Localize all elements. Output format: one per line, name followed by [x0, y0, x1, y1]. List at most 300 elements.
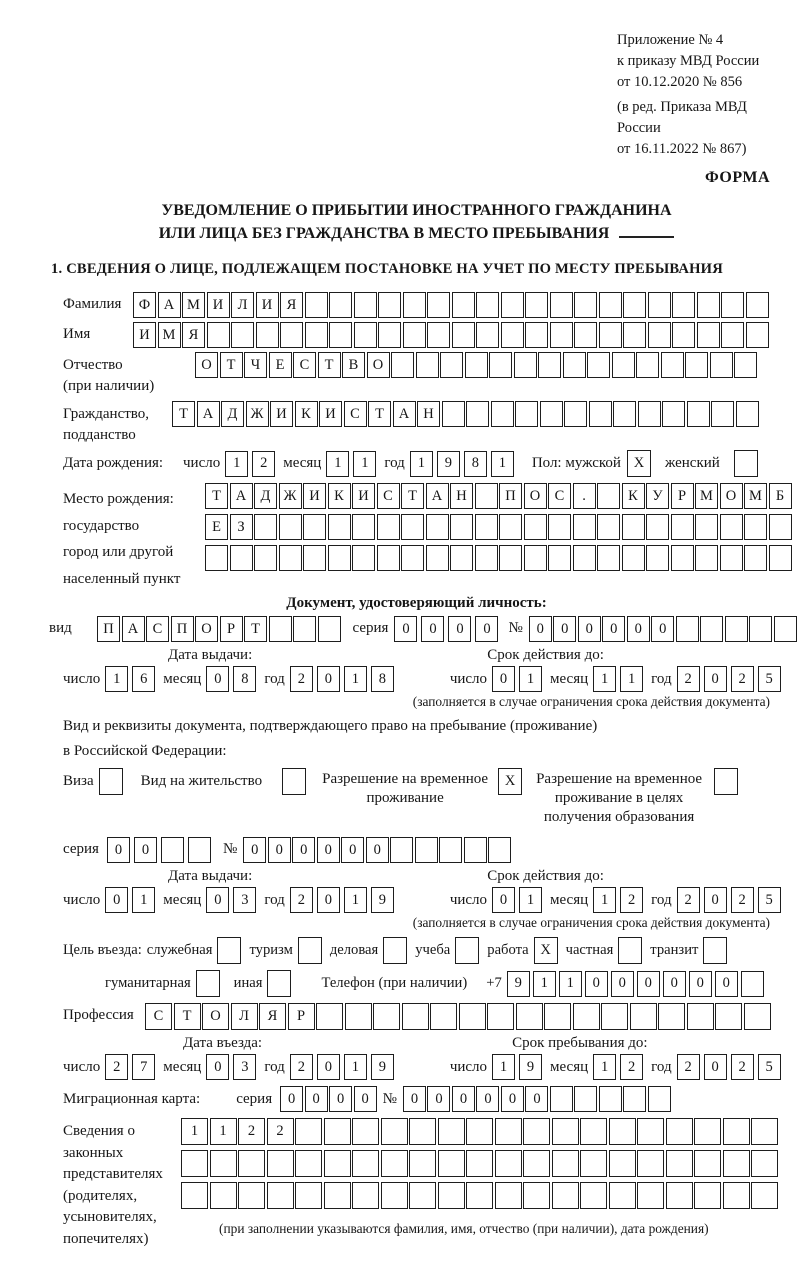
char-cell[interactable]	[720, 545, 743, 571]
char-cell[interactable]: 0	[689, 971, 712, 997]
char-cell[interactable]	[714, 768, 738, 795]
char-cell[interactable]	[648, 1086, 671, 1112]
char-cell[interactable]: М	[744, 483, 767, 509]
char-cell[interactable]	[623, 292, 646, 318]
char-cell[interactable]	[303, 545, 326, 571]
char-cell[interactable]	[751, 1150, 778, 1177]
char-cell[interactable]	[613, 401, 636, 427]
char-cell[interactable]	[524, 545, 547, 571]
char-cell[interactable]: 5	[758, 666, 781, 692]
char-cell[interactable]: 0	[421, 616, 444, 642]
char-cell[interactable]	[523, 1182, 550, 1209]
char-cell[interactable]	[377, 514, 400, 540]
char-cell[interactable]	[648, 322, 671, 348]
char-cell[interactable]	[694, 1150, 721, 1177]
char-cell[interactable]	[267, 970, 291, 997]
char-cell[interactable]	[623, 1086, 646, 1112]
char-cell[interactable]: А	[197, 401, 220, 427]
char-cell[interactable]: У	[646, 483, 669, 509]
char-cell[interactable]: 1	[593, 887, 616, 913]
char-cell[interactable]: 1	[181, 1118, 208, 1145]
char-cell[interactable]	[574, 292, 597, 318]
char-cell[interactable]: О	[202, 1003, 229, 1030]
char-cell[interactable]: Я	[259, 1003, 286, 1030]
char-cell[interactable]	[538, 352, 561, 378]
char-cell[interactable]: 0	[452, 1086, 475, 1112]
char-cell[interactable]	[694, 1118, 721, 1145]
char-cell[interactable]: 0	[578, 616, 601, 642]
char-cell[interactable]	[381, 1182, 408, 1209]
char-cell[interactable]	[324, 1150, 351, 1177]
temp-residence-education-checkbox[interactable]	[714, 768, 738, 795]
residence-expiry-year-cells[interactable]	[677, 887, 781, 913]
char-cell[interactable]	[303, 514, 326, 540]
char-cell[interactable]	[475, 514, 498, 540]
char-cell[interactable]	[666, 1118, 693, 1145]
char-cell[interactable]	[548, 514, 571, 540]
char-cell[interactable]	[373, 1003, 400, 1030]
char-cell[interactable]: 0	[329, 1086, 352, 1112]
char-cell[interactable]	[254, 514, 277, 540]
char-cell[interactable]: 1	[559, 971, 582, 997]
char-cell[interactable]: 2	[731, 666, 754, 692]
char-cell[interactable]	[415, 837, 438, 863]
char-cell[interactable]: 8	[233, 666, 256, 692]
char-cell[interactable]	[618, 937, 642, 964]
char-cell[interactable]: Я	[280, 292, 303, 318]
char-cell[interactable]	[580, 1182, 607, 1209]
char-cell[interactable]	[230, 545, 253, 571]
char-cell[interactable]: 1	[491, 451, 514, 477]
char-cell[interactable]	[774, 616, 797, 642]
char-cell[interactable]: А	[426, 483, 449, 509]
char-cell[interactable]: И	[270, 401, 293, 427]
char-cell[interactable]: 0	[317, 666, 340, 692]
char-cell[interactable]	[524, 514, 547, 540]
char-cell[interactable]: 3	[233, 1054, 256, 1080]
char-cell[interactable]: И	[207, 292, 230, 318]
char-cell[interactable]	[345, 1003, 372, 1030]
char-cell[interactable]	[744, 1003, 771, 1030]
char-cell[interactable]: А	[393, 401, 416, 427]
char-cell[interactable]: 0	[651, 616, 674, 642]
purpose-transit-checkbox[interactable]	[703, 937, 727, 964]
char-cell[interactable]: Л	[231, 1003, 258, 1030]
char-cell[interactable]	[672, 292, 695, 318]
char-cell[interactable]: X	[534, 937, 558, 964]
char-cell[interactable]: 0	[206, 887, 229, 913]
char-cell[interactable]	[599, 292, 622, 318]
purpose-other-checkbox[interactable]	[267, 970, 291, 997]
char-cell[interactable]	[476, 292, 499, 318]
char-cell[interactable]: 0	[403, 1086, 426, 1112]
char-cell[interactable]: Т	[172, 401, 195, 427]
char-cell[interactable]: Т	[318, 352, 341, 378]
char-cell[interactable]	[638, 401, 661, 427]
char-cell[interactable]	[725, 616, 748, 642]
char-cell[interactable]: А	[230, 483, 253, 509]
char-cell[interactable]	[666, 1182, 693, 1209]
char-cell[interactable]	[661, 352, 684, 378]
char-cell[interactable]	[695, 545, 718, 571]
char-cell[interactable]	[459, 1003, 486, 1030]
char-cell[interactable]	[391, 352, 414, 378]
char-cell[interactable]	[381, 1150, 408, 1177]
char-cell[interactable]	[741, 971, 764, 997]
char-cell[interactable]	[409, 1150, 436, 1177]
char-cell[interactable]	[548, 545, 571, 571]
char-cell[interactable]	[188, 837, 211, 863]
char-cell[interactable]	[465, 352, 488, 378]
char-cell[interactable]	[238, 1182, 265, 1209]
char-cell[interactable]	[401, 514, 424, 540]
char-cell[interactable]: Р	[288, 1003, 315, 1030]
firstname-cells[interactable]	[133, 322, 769, 348]
char-cell[interactable]	[403, 292, 426, 318]
char-cell[interactable]	[328, 545, 351, 571]
char-cell[interactable]	[305, 292, 328, 318]
char-cell[interactable]	[282, 768, 306, 795]
char-cell[interactable]: 0	[105, 887, 128, 913]
char-cell[interactable]: 1	[519, 887, 542, 913]
issue-year-cells[interactable]	[290, 666, 394, 692]
char-cell[interactable]: О	[524, 483, 547, 509]
char-cell[interactable]	[298, 937, 322, 964]
char-cell[interactable]: Е	[205, 514, 228, 540]
char-cell[interactable]: Р	[220, 616, 243, 642]
char-cell[interactable]	[352, 514, 375, 540]
char-cell[interactable]: 0	[704, 1054, 727, 1080]
char-cell[interactable]: X	[498, 768, 522, 795]
char-cell[interactable]: X	[627, 450, 651, 477]
char-cell[interactable]: 0	[268, 837, 291, 863]
char-cell[interactable]	[329, 322, 352, 348]
char-cell[interactable]	[580, 1150, 607, 1177]
expiry-month-cells[interactable]	[593, 666, 643, 692]
char-cell[interactable]	[269, 616, 292, 642]
char-cell[interactable]	[210, 1182, 237, 1209]
char-cell[interactable]: 1	[344, 1054, 367, 1080]
char-cell[interactable]	[597, 545, 620, 571]
char-cell[interactable]	[720, 514, 743, 540]
char-cell[interactable]	[267, 1182, 294, 1209]
char-cell[interactable]	[552, 1118, 579, 1145]
char-cell[interactable]	[666, 1150, 693, 1177]
char-cell[interactable]	[217, 937, 241, 964]
char-cell[interactable]: Н	[417, 401, 440, 427]
char-cell[interactable]: С	[377, 483, 400, 509]
char-cell[interactable]	[769, 545, 792, 571]
residence-expiry-day-cells[interactable]	[492, 887, 542, 913]
char-cell[interactable]	[573, 514, 596, 540]
char-cell[interactable]	[648, 292, 671, 318]
char-cell[interactable]	[487, 1003, 514, 1030]
char-cell[interactable]	[466, 401, 489, 427]
char-cell[interactable]	[700, 616, 723, 642]
char-cell[interactable]	[637, 1150, 664, 1177]
char-cell[interactable]	[324, 1118, 351, 1145]
expiry-year-cells[interactable]	[677, 666, 781, 692]
char-cell[interactable]: 2	[731, 887, 754, 913]
char-cell[interactable]	[599, 322, 622, 348]
residence-issue-month-cells[interactable]	[206, 887, 256, 913]
char-cell[interactable]	[295, 1182, 322, 1209]
issue-day-cells[interactable]	[105, 666, 155, 692]
char-cell[interactable]	[646, 514, 669, 540]
char-cell[interactable]	[293, 616, 316, 642]
purpose-humanitarian-checkbox[interactable]	[196, 970, 220, 997]
char-cell[interactable]: 0	[704, 887, 727, 913]
char-cell[interactable]: 1	[620, 666, 643, 692]
char-cell[interactable]: 0	[448, 616, 471, 642]
char-cell[interactable]	[354, 322, 377, 348]
stay-year-cells[interactable]	[677, 1054, 781, 1080]
char-cell[interactable]	[501, 292, 524, 318]
char-cell[interactable]	[426, 514, 449, 540]
char-cell[interactable]: 5	[758, 887, 781, 913]
char-cell[interactable]	[671, 545, 694, 571]
stay-month-cells[interactable]	[593, 1054, 643, 1080]
char-cell[interactable]: Ж	[246, 401, 269, 427]
char-cell[interactable]: М	[182, 292, 205, 318]
char-cell[interactable]	[703, 937, 727, 964]
birth-day-cells[interactable]	[225, 451, 275, 477]
residence-expiry-month-cells[interactable]	[593, 887, 643, 913]
char-cell[interactable]	[501, 322, 524, 348]
doc-kind-cells[interactable]	[97, 616, 341, 642]
doc-series-cells[interactable]	[394, 616, 498, 642]
char-cell[interactable]: Т	[220, 352, 243, 378]
issue-month-cells[interactable]	[206, 666, 256, 692]
char-cell[interactable]	[279, 545, 302, 571]
char-cell[interactable]: В	[342, 352, 365, 378]
char-cell[interactable]: 2	[290, 887, 313, 913]
char-cell[interactable]: 1	[326, 451, 349, 477]
char-cell[interactable]: 1	[105, 666, 128, 692]
char-cell[interactable]	[711, 401, 734, 427]
sex-female-checkbox[interactable]	[734, 450, 758, 477]
birth-year-cells[interactable]	[410, 451, 514, 477]
char-cell[interactable]	[316, 1003, 343, 1030]
char-cell[interactable]: Р	[671, 483, 694, 509]
char-cell[interactable]	[597, 514, 620, 540]
char-cell[interactable]	[402, 1003, 429, 1030]
purpose-tourism-checkbox[interactable]	[298, 937, 322, 964]
char-cell[interactable]: 0	[317, 1054, 340, 1080]
char-cell[interactable]: 0	[602, 616, 625, 642]
char-cell[interactable]: 1	[353, 451, 376, 477]
char-cell[interactable]	[99, 768, 123, 795]
char-cell[interactable]	[439, 837, 462, 863]
residence-permit-checkbox[interactable]	[282, 768, 306, 795]
char-cell[interactable]: 9	[437, 451, 460, 477]
patronymic-cells[interactable]	[195, 352, 757, 378]
char-cell[interactable]: С	[146, 616, 169, 642]
char-cell[interactable]: 0	[663, 971, 686, 997]
stay-day-cells[interactable]	[492, 1054, 542, 1080]
residence-series-cells[interactable]	[107, 837, 211, 863]
char-cell[interactable]: 0	[704, 666, 727, 692]
char-cell[interactable]	[525, 322, 548, 348]
char-cell[interactable]: 0	[317, 887, 340, 913]
temp-residence-checkbox[interactable]	[498, 768, 522, 795]
char-cell[interactable]	[609, 1150, 636, 1177]
char-cell[interactable]: 1	[344, 666, 367, 692]
char-cell[interactable]: 0	[476, 1086, 499, 1112]
char-cell[interactable]	[426, 545, 449, 571]
char-cell[interactable]	[525, 292, 548, 318]
char-cell[interactable]	[751, 1118, 778, 1145]
char-cell[interactable]	[769, 514, 792, 540]
purpose-business-checkbox[interactable]	[383, 937, 407, 964]
char-cell[interactable]: К	[622, 483, 645, 509]
char-cell[interactable]	[599, 1086, 622, 1112]
char-cell[interactable]	[442, 401, 465, 427]
char-cell[interactable]: Н	[450, 483, 473, 509]
residence-issue-day-cells[interactable]	[105, 887, 155, 913]
char-cell[interactable]: К	[295, 401, 318, 427]
char-cell[interactable]: 0	[305, 1086, 328, 1112]
char-cell[interactable]	[491, 401, 514, 427]
char-cell[interactable]: 7	[132, 1054, 155, 1080]
char-cell[interactable]	[383, 937, 407, 964]
char-cell[interactable]	[279, 514, 302, 540]
char-cell[interactable]: Ч	[244, 352, 267, 378]
char-cell[interactable]: 6	[132, 666, 155, 692]
char-cell[interactable]	[622, 514, 645, 540]
profession-cells[interactable]	[145, 1003, 771, 1030]
char-cell[interactable]	[440, 352, 463, 378]
char-cell[interactable]: А	[122, 616, 145, 642]
char-cell[interactable]: Я	[182, 322, 205, 348]
char-cell[interactable]	[609, 1118, 636, 1145]
char-cell[interactable]	[318, 616, 341, 642]
char-cell[interactable]	[295, 1150, 322, 1177]
char-cell[interactable]	[495, 1182, 522, 1209]
birthplace-line3-cells[interactable]	[205, 545, 792, 571]
char-cell[interactable]	[329, 292, 352, 318]
char-cell[interactable]	[734, 352, 757, 378]
char-cell[interactable]	[295, 1118, 322, 1145]
char-cell[interactable]: П	[97, 616, 120, 642]
char-cell[interactable]	[450, 514, 473, 540]
char-cell[interactable]	[207, 322, 230, 348]
char-cell[interactable]	[427, 322, 450, 348]
char-cell[interactable]	[687, 1003, 714, 1030]
char-cell[interactable]	[438, 1150, 465, 1177]
char-cell[interactable]: 0	[492, 887, 515, 913]
char-cell[interactable]: 1	[410, 451, 433, 477]
char-cell[interactable]	[324, 1182, 351, 1209]
char-cell[interactable]: 0	[354, 1086, 377, 1112]
phone-cells[interactable]	[507, 971, 764, 997]
char-cell[interactable]	[377, 545, 400, 571]
char-cell[interactable]	[685, 352, 708, 378]
char-cell[interactable]	[430, 1003, 457, 1030]
char-cell[interactable]: 5	[758, 1054, 781, 1080]
char-cell[interactable]: 1	[225, 451, 248, 477]
char-cell[interactable]: 2	[267, 1118, 294, 1145]
birthplace-line2-cells[interactable]	[205, 514, 792, 540]
char-cell[interactable]	[328, 514, 351, 540]
char-cell[interactable]: 2	[105, 1054, 128, 1080]
char-cell[interactable]	[516, 1003, 543, 1030]
entry-day-cells[interactable]	[105, 1054, 155, 1080]
char-cell[interactable]	[749, 616, 772, 642]
char-cell[interactable]: 1	[132, 887, 155, 913]
char-cell[interactable]: Т	[368, 401, 391, 427]
char-cell[interactable]	[687, 401, 710, 427]
char-cell[interactable]: 1	[593, 1054, 616, 1080]
char-cell[interactable]	[495, 1118, 522, 1145]
birth-month-cells[interactable]	[326, 451, 376, 477]
char-cell[interactable]	[409, 1182, 436, 1209]
char-cell[interactable]	[499, 514, 522, 540]
purpose-study-checkbox[interactable]	[455, 937, 479, 964]
char-cell[interactable]: 0	[501, 1086, 524, 1112]
char-cell[interactable]: 8	[464, 451, 487, 477]
char-cell[interactable]	[622, 545, 645, 571]
char-cell[interactable]	[550, 292, 573, 318]
char-cell[interactable]	[495, 1150, 522, 1177]
char-cell[interactable]	[646, 545, 669, 571]
char-cell[interactable]	[452, 292, 475, 318]
char-cell[interactable]: 2	[677, 1054, 700, 1080]
char-cell[interactable]: 2	[731, 1054, 754, 1080]
char-cell[interactable]	[721, 322, 744, 348]
char-cell[interactable]	[305, 322, 328, 348]
char-cell[interactable]: Т	[205, 483, 228, 509]
char-cell[interactable]	[381, 1118, 408, 1145]
char-cell[interactable]	[580, 1118, 607, 1145]
char-cell[interactable]: С	[548, 483, 571, 509]
char-cell[interactable]	[597, 483, 620, 509]
char-cell[interactable]: 0	[134, 837, 157, 863]
char-cell[interactable]	[352, 545, 375, 571]
char-cell[interactable]	[464, 837, 487, 863]
char-cell[interactable]	[450, 545, 473, 571]
char-cell[interactable]	[475, 483, 498, 509]
char-cell[interactable]	[489, 352, 512, 378]
char-cell[interactable]	[671, 514, 694, 540]
char-cell[interactable]: М	[695, 483, 718, 509]
char-cell[interactable]	[238, 1150, 265, 1177]
char-cell[interactable]	[601, 1003, 628, 1030]
char-cell[interactable]	[574, 322, 597, 348]
char-cell[interactable]: 0	[243, 837, 266, 863]
char-cell[interactable]	[697, 322, 720, 348]
char-cell[interactable]	[475, 545, 498, 571]
char-cell[interactable]: 0	[206, 666, 229, 692]
char-cell[interactable]: 2	[677, 666, 700, 692]
char-cell[interactable]: 0	[394, 616, 417, 642]
char-cell[interactable]	[466, 1182, 493, 1209]
char-cell[interactable]	[723, 1182, 750, 1209]
char-cell[interactable]: И	[133, 322, 156, 348]
char-cell[interactable]: 0	[107, 837, 130, 863]
char-cell[interactable]: 0	[366, 837, 389, 863]
char-cell[interactable]	[746, 322, 769, 348]
char-cell[interactable]	[672, 322, 695, 348]
char-cell[interactable]	[587, 352, 610, 378]
char-cell[interactable]	[544, 1003, 571, 1030]
char-cell[interactable]	[196, 970, 220, 997]
char-cell[interactable]	[354, 292, 377, 318]
char-cell[interactable]	[438, 1182, 465, 1209]
char-cell[interactable]: 2	[620, 887, 643, 913]
char-cell[interactable]: З	[230, 514, 253, 540]
char-cell[interactable]	[452, 322, 475, 348]
